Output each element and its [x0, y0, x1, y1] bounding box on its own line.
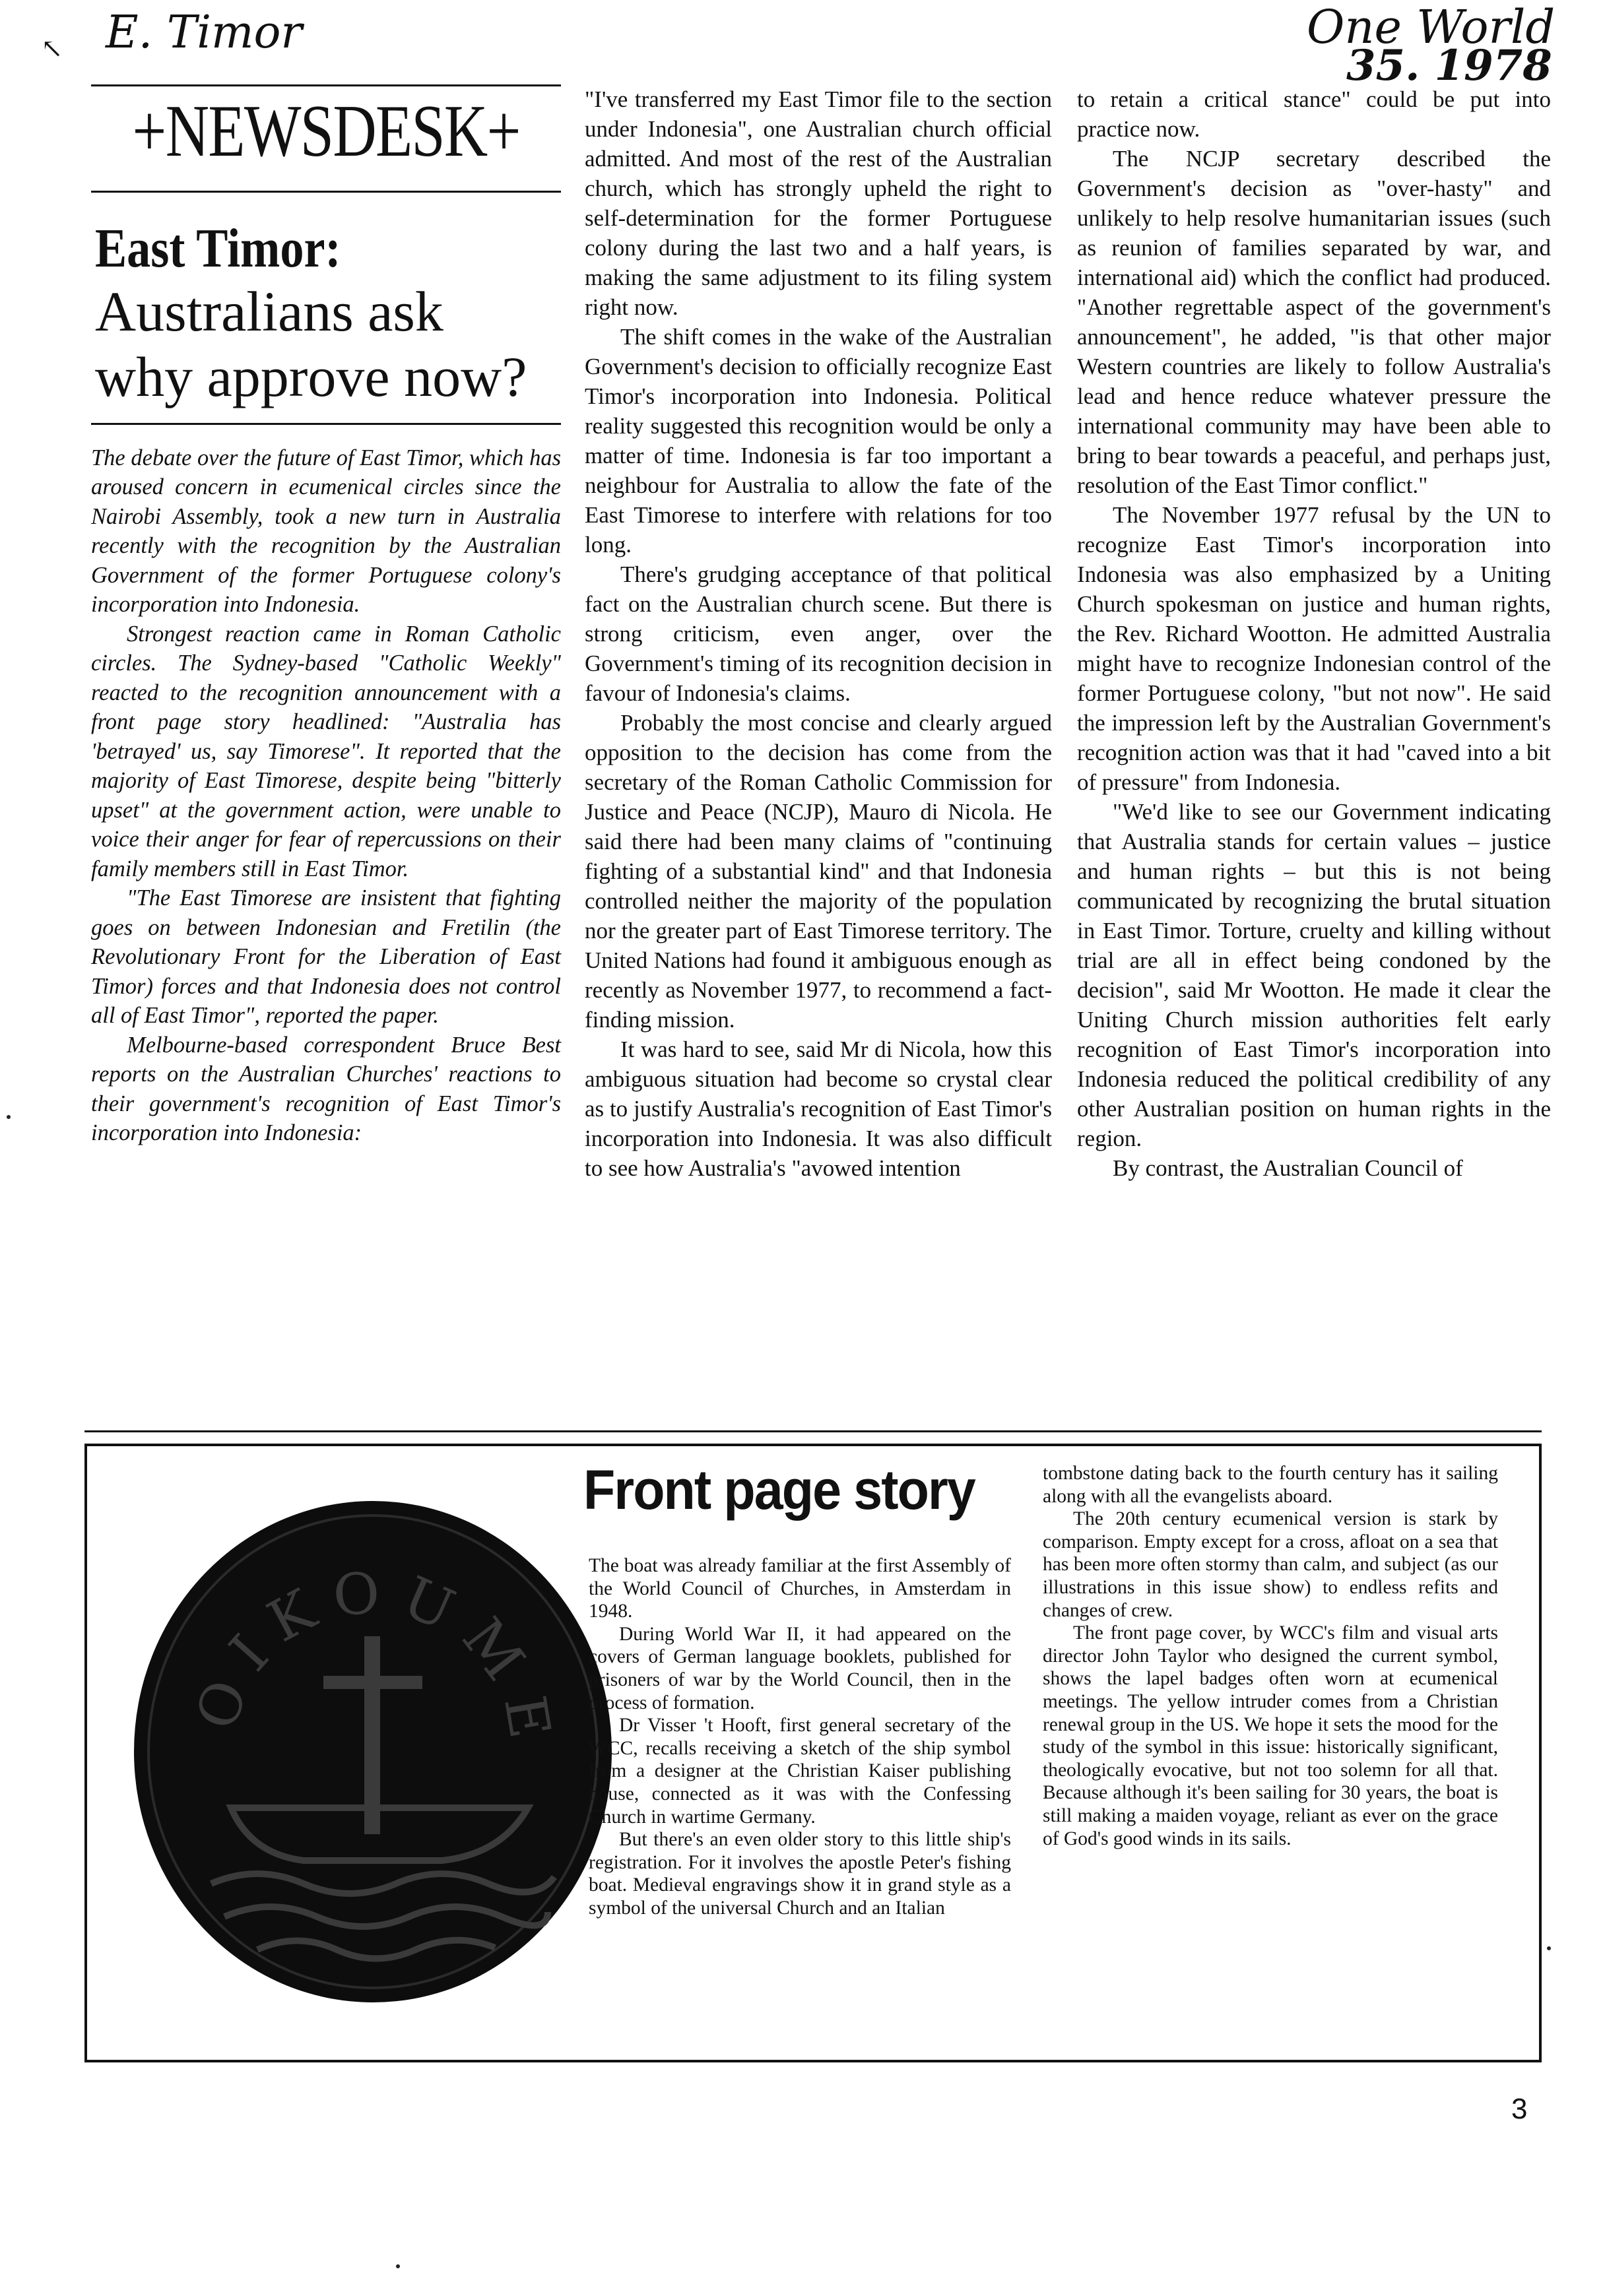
article-paragraph: The November 1977 refusal by the UN to recognize East Timor's incorporation into Indonesia was also emphasized by a Uniting Church spokesman on justice and human rights, the Rev. Richard Wootton. He admitted Australia might have to recognize Indonesian control of the former Portuguese colony, "but not now". He said the impression left by the Australian Government's recognition action was that it had "caved into a bit of pressure" from Indonesia.: [1077, 502, 1551, 795]
handwritten-note-source: One World: [1307, 0, 1556, 54]
emblem-inscription: OIKOUME: [183, 1559, 566, 1760]
scan-speck: [396, 2264, 400, 2268]
article-paragraph: to retain a critical stance" could be put into practice now.: [1077, 86, 1551, 142]
box-column-a: [589, 1554, 1011, 1920]
left-column: [91, 84, 561, 1148]
box-column-b: [1043, 1462, 1498, 1850]
page-number: 3: [1511, 2093, 1528, 2125]
article-paragraph: Probably the most concise and clearly argued opposition to the decision has come from the secretary of the Roman Catholic Commission for Justice and Peace (NCJP), Mauro di Nicola. He said there had been many claims of "continuing fighting of a substantial kind" and that Indonesia controlled neither the majority of the population nor the greater part of East Timorese territory. The United Nations had found it ambiguous enough as recently as November 1977, to recommend a fact-finding mission.: [585, 710, 1052, 1033]
handwritten-note-date: 35. 1978: [1346, 41, 1552, 90]
handwritten-note-left: E. Timor: [106, 7, 302, 59]
box-paragraph: tombstone dating back to the fourth century has it sailing along with all the evangelists aboard.: [1043, 1463, 1498, 1507]
headline-secondary-line: why approve now?: [95, 344, 527, 408]
lead-paragraph: Strongest reaction came in Roman Catholic circles. The Sydney-based "Catholic Weekly" reacted to the recognition announcement with a front page story headlined: "Australia has 'betrayed' us, say Timorese". It reported that the majority of East Timorese, despite being "bitterly upset" at the government action, were unable to voice their anger for fear of repercussions on their family members still in East Timor.: [91, 621, 561, 881]
headline-secondary-line: Australians ask: [95, 279, 443, 343]
article-column-right: [1077, 84, 1551, 1183]
article-paragraph: It was hard to see, said Mr di Nicola, how this ambiguous situation had become so crystal clear as to justify Australia's recognition of East Timor's incorporation into Indonesia. It was also difficult to see how Australia's "avowed intention: [585, 1036, 1052, 1181]
scan-speck: [1547, 1946, 1551, 1950]
headline-top-rule: [91, 191, 561, 193]
ship-emblem-icon: [132, 1498, 614, 2006]
box-top-rule: [84, 1430, 1542, 1432]
article-paragraph: The shift comes in the wake of the Australian Government's decision to officially recognize East Timor's incorporation into Indonesia. Political reality suggested this recognition would be only a matter of time. Indonesia is far too important a neighbour for Australia to allow the fate of the East Timorese to interfere with relations for too long.: [585, 324, 1052, 558]
masthead-top-rule: [91, 84, 561, 86]
masthead: +NEWSDESK+: [132, 90, 520, 172]
article-paragraph: "We'd like to see our Government indicating that Australia stands for certain values – justice and human rights – but this is not being communicated by recognizing the brutal situation in East Timor. Torture, cruelty and killing without trial are all in effect being condoned by the decision", said Mr Wootton. He made it clear the Uniting Church mission authorities felt early recognition of East Timor's incorporation into Indonesia reduced the political credibility of any other Australian position on human rights in the region.: [1077, 799, 1551, 1151]
lead-introduction: [91, 443, 561, 1148]
box-paragraph: Dr Visser 't Hooft, first general secretary of the WCC, recalls receiving a sketch of the ship symbol from a designer at the Christian Kaiser publishing house, connected as it was with the Confessing Church in wartime Germany.: [589, 1715, 1011, 1828]
article-paragraph: "I've transferred my East Timor file to the section under Indonesia", one Australian church official admitted. And most of the rest of the Australian church, which has strongly upheld the right to self-determination for the former Portuguese colony during the last two and a half years, is making the same adjustment to its filing system right now.: [585, 86, 1052, 320]
box-paragraph: The boat was already familiar at the first Assembly of the World Council of Churches, in Amsterdam in 1948.: [589, 1555, 1011, 1622]
box-title: Front page story: [583, 1459, 975, 1521]
headline-secondary: [95, 279, 561, 410]
headline-primary: East Timor:: [95, 218, 341, 279]
article-paragraph: By contrast, the Australian Council of: [1113, 1155, 1463, 1181]
corner-mark: ↖: [41, 34, 63, 63]
oikoumene-emblem: [132, 1498, 614, 2006]
article-paragraph: The NCJP secretary described the Government's decision as "over-hasty" and unlikely to help resolve humanitarian issues (such as reunion of families separated by war, and international aid) which the conflict had produced. "Another regrettable aspect of the government's announcement", he added, "is that other major Western countries are likely to follow Australia's lead and hence reduce whatever pressure the international community may have been able to bring to bear towards a peaceful, and perhaps just, resolution of the East Timor conflict.": [1077, 146, 1551, 498]
article-paragraph: There's grudging acceptance of that political fact on the Australian church scene. But there is strong criticism, even anger, over the Government's timing of its recognition decision in favour of Indonesia's claims.: [585, 561, 1052, 706]
box-paragraph: During World War II, it had appeared on the covers of German language booklets, published for prisoners of war by the World Council, then in the process of formation.: [589, 1623, 1011, 1713]
lead-paragraph: Melbourne-based correspondent Bruce Best reports on the Australian Churches' reactions to their government's recognition of East Timor's incorporation into Indonesia:: [91, 1032, 561, 1145]
article-column-middle: [585, 84, 1052, 1183]
box-paragraph: The front page cover, by WCC's film and visual arts director John Taylor who designed the current symbol, shows the lapel badges often worn at ecumenical meetings. The yellow intruder comes from a Christian renewal group in the US. We hope it sets the mood for the study of the symbol in this issue: historically significant, theologically evocative, but not too solemn for all that. Because although it's been sailing for 30 years, the boat is still making a maiden voyage, reliant as ever on the grace of God's good winds in its sails.: [1043, 1622, 1498, 1849]
scan-speck: [7, 1115, 11, 1119]
headline-bottom-rule: [91, 423, 561, 425]
lead-paragraph: "The East Timorese are insistent that fighting goes on between Indonesian and Fretilin (the Revolutionary Front for the Liberation of East Timor) forces and that Indonesia does not control all of East Timor", reported the paper.: [91, 885, 561, 1028]
box-paragraph: The 20th century ecumenical version is stark by comparison. Empty except for a cross, afloat on a sea that has been more often stormy than calm, and subject (as our illustrations in this issue show) to endless refits and changes of crew.: [1043, 1508, 1498, 1621]
lead-paragraph: The debate over the future of East Timor, which has aroused concern in ecumenical circles since the Nairobi Assembly, took a new turn in Australia recently with the recognition by the Australian Government of the former Portuguese colony's incorporation into Indonesia.: [91, 445, 561, 617]
box-paragraph: But there's an even older story to this little ship's registration. For it involves the apostle Peter's fishing boat. Medieval engravings show it in grand style as a symbol of the universal Church and an Italian: [589, 1829, 1011, 1919]
